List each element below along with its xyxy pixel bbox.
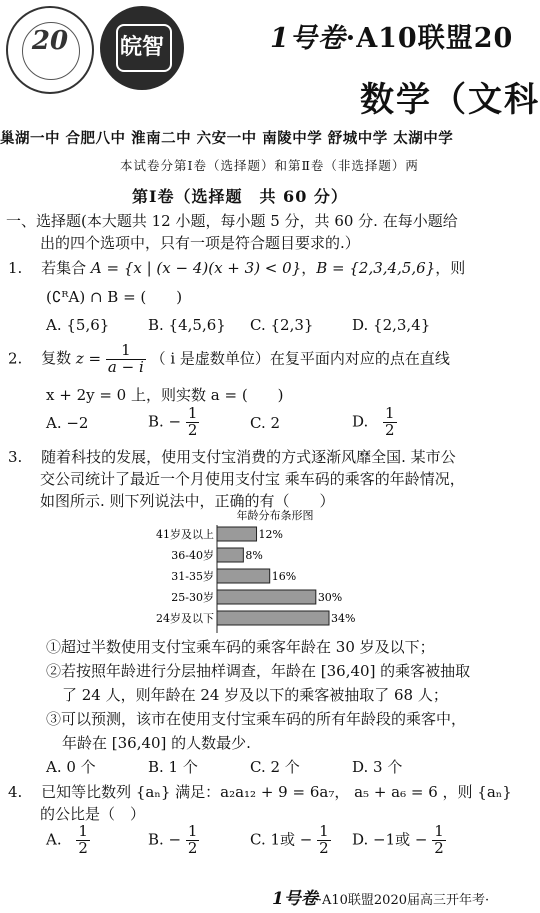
option-label: D. — [352, 412, 369, 431]
q4-option-a — [46, 824, 90, 857]
category-label: 36-40岁 — [171, 549, 214, 562]
option-fraction — [186, 406, 200, 439]
question-text: ，则 — [435, 259, 466, 277]
fraction-denominator: 2 — [78, 838, 88, 857]
question-number: 1. — [8, 259, 23, 277]
q3-option-d: D. 3 个 — [352, 758, 403, 776]
option-label: B. − — [148, 412, 182, 431]
bar-group — [156, 527, 355, 625]
question-text: 已知等比数列 {aₙ} 满足：a₂a₁₂ + 9 = 6a₇， a₅ + a₆ = 6 ，则 {aₙ} — [41, 783, 512, 801]
q3-option-b: B. 1 个 — [148, 758, 198, 776]
q4-option-b — [148, 824, 199, 857]
option-fraction — [186, 824, 200, 857]
set-b: B = {2,3,4,5,6} — [316, 259, 436, 277]
q2-option-d — [352, 406, 397, 439]
question-3-line-2: 交公司统计了最近一个月使用支付宝 乘车码的乘客的年龄情况， — [40, 470, 465, 488]
z-equals: z = — [75, 349, 102, 368]
question-1-line-2: (∁ᴿA) ∩ B = ( ) — [46, 288, 183, 306]
brand-mark: 1号卷 — [270, 23, 346, 54]
category-label: 31-35岁 — [171, 570, 214, 583]
option-label: A. — [46, 830, 62, 849]
brand-name: ·A10联盟20 — [345, 23, 514, 54]
part-one-instructions: 一、选择题(本大题共 12 小题，每小题 5 分，共 60 分. 在每小题给 — [6, 212, 458, 230]
value-label: 8% — [245, 549, 263, 562]
fraction-numerator: 1 — [78, 822, 88, 840]
question-text: ， — [301, 259, 317, 277]
age-distribution-chart — [130, 505, 420, 635]
option-fraction — [76, 824, 90, 857]
footer-mark: 1号卷 — [272, 889, 318, 909]
q2-option-a: A. −2 — [46, 414, 89, 432]
question-text: 随着科技的发展，使用支付宝消费的方式逐渐风靡全国. 某市公 — [41, 448, 456, 466]
q4-option-c — [250, 824, 331, 857]
option-fraction — [432, 824, 446, 857]
option-label: C. 1或 − — [250, 830, 313, 849]
q1-option-d: D. {2,3,4} — [352, 316, 431, 334]
option-fraction — [317, 824, 331, 857]
q1-option-b: B. {4,5,6} — [148, 316, 226, 334]
option-label: B. − — [148, 830, 182, 849]
statement-2: ②若按照年龄进行分层抽样调查，年龄在 [36,40] 的乘客被抽取 — [46, 662, 471, 680]
fraction-numerator: 1 — [319, 822, 329, 840]
category-label: 41岁及以上 — [156, 528, 214, 541]
q3-option-a: A. 0 个 — [46, 758, 96, 776]
fraction-denominator: 2 — [434, 838, 444, 857]
value-label: 16% — [271, 570, 297, 583]
q4-option-d — [352, 824, 446, 857]
fraction-numerator: 1 — [434, 822, 444, 840]
value-label: 30% — [317, 591, 343, 604]
section-title: 第Ⅰ卷（选择题 共 60 分） — [132, 187, 348, 206]
bar — [217, 590, 316, 604]
q1-option-c: C. {2,3} — [250, 316, 314, 334]
question-3-line-3: 如图所示. 则下列说法中，正确的有（ ） — [40, 492, 335, 510]
fraction-numerator: 1 — [106, 343, 146, 360]
statement-3: ③可以预测，该市在使用支付宝乘车码的所有年龄段的乘客中， — [46, 710, 467, 728]
subject-title: 数学（文科 — [360, 80, 540, 120]
question-4-line-2: 的公比是（ ） — [40, 805, 146, 823]
question-text: 若集合 — [41, 259, 87, 277]
part-one-instructions-2: 出的四个选项中，只有一项是符合题目要求的.） — [40, 234, 360, 252]
complex-fraction — [106, 343, 146, 376]
brand-title — [270, 16, 513, 55]
q2-option-b — [148, 406, 199, 439]
statement-2-cont: 了 24 人，则年龄在 24 岁及以下的乘客被抽取了 68 人； — [62, 686, 448, 704]
q1-option-a: A. {5,6} — [46, 316, 110, 334]
set-a: A = {x | (x − 4)(x + 3) < 0} — [90, 259, 302, 277]
question-2-line-2: x + 2y = 0 上，则实数 a = ( ) — [46, 386, 284, 404]
page-footer — [272, 884, 489, 909]
question-3 — [8, 446, 456, 467]
option-fraction — [383, 406, 397, 439]
fraction-numerator: 1 — [187, 404, 198, 422]
question-2 — [8, 343, 450, 376]
option-label: D. −1或 − — [352, 830, 428, 849]
question-1 — [8, 257, 465, 278]
q3-option-c: C. 2 个 — [250, 758, 300, 776]
question-number: 4. — [8, 783, 23, 801]
logo-glyph: 皖智 — [119, 34, 164, 60]
fraction-denominator: 2 — [187, 838, 198, 857]
bar — [217, 527, 257, 541]
bar — [217, 569, 270, 583]
bar — [217, 548, 243, 562]
question-number: 2. — [8, 349, 23, 368]
logo-monogram: 20 — [31, 26, 69, 56]
fraction-denominator: 2 — [385, 420, 395, 439]
question-text: 复数 — [41, 349, 72, 368]
fraction-numerator: 1 — [385, 404, 395, 422]
q2-option-c: C. 2 — [250, 414, 281, 432]
value-label: 12% — [258, 528, 283, 541]
question-text: （ i 是虚数单位）在复平面内对应的点在直线 — [150, 349, 450, 368]
exam-note: 本试卷分第Ⅰ卷（选择题）和第Ⅱ卷（非选择题）两 — [120, 158, 419, 173]
league-logo — [6, 6, 94, 94]
fraction-numerator: 1 — [187, 822, 198, 840]
footer-text: ·A10联盟2020届高三开年考· — [317, 893, 490, 908]
fraction-denominator: a − i — [107, 357, 144, 376]
question-number: 3. — [8, 448, 23, 466]
category-label: 25-30岁 — [171, 591, 214, 604]
wanzhi-education-logo — [100, 6, 184, 90]
school-list: 巢湖一中 合肥八中 淮南二中 六安一中 南陵中学 舒城中学 太湖中学 — [0, 130, 454, 147]
category-label: 24岁及以下 — [156, 612, 214, 625]
fraction-denominator: 2 — [319, 838, 329, 857]
chart-title: 年龄分布条形图 — [236, 509, 314, 522]
bar — [217, 611, 329, 625]
value-label: 34% — [331, 612, 356, 625]
statement-3-cont: 年龄在 [36,40] 的人数最少. — [62, 734, 251, 752]
fraction-denominator: 2 — [187, 420, 198, 439]
question-4 — [8, 781, 512, 802]
statement-1: ①超过半数使用支付宝乘车码的乘客年龄在 30 岁及以下； — [46, 638, 435, 656]
